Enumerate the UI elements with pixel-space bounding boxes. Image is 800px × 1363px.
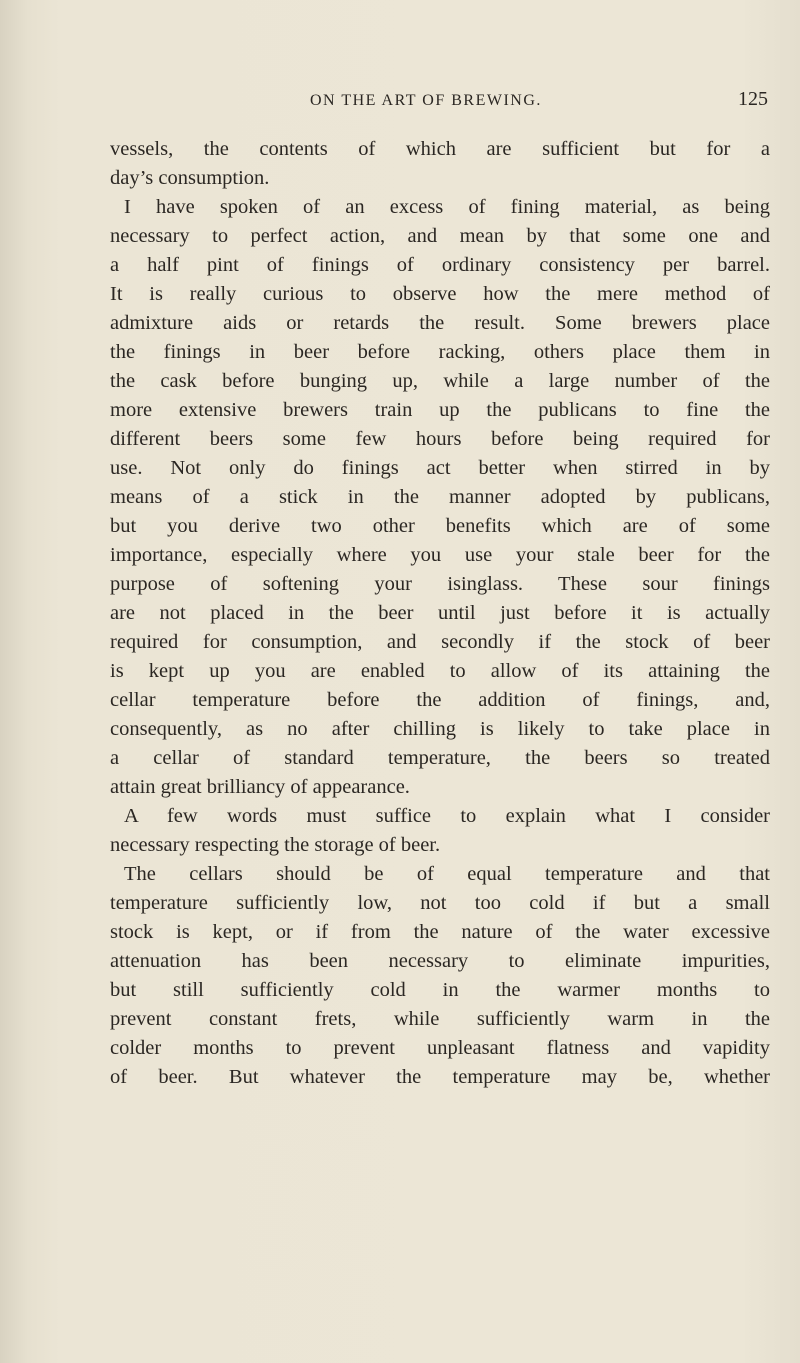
text-line: colder months to prevent unpleasant flatness and vapidity xyxy=(110,1037,770,1059)
text-line: temperature sufficiently low, not too cold if but a small xyxy=(110,892,770,914)
text-line: means of a stick in the manner adopted by publicans, xyxy=(110,486,770,508)
text-line: importance, especially where you use your stale beer for the xyxy=(110,544,770,566)
text-line: consequently, as no after chilling is likely to take place in xyxy=(110,718,770,740)
text-line: attenuation has been necessary to eliminate impurities, xyxy=(110,950,770,972)
text-line: A few words must suffice to explain what I consider xyxy=(124,805,770,827)
text-line: prevent constant frets, while sufficiently warm in the xyxy=(110,1008,770,1030)
text-line: The cellars should be of equal temperature and that xyxy=(124,863,770,885)
page-header xyxy=(110,86,770,116)
text-line: stock is kept, or if from the nature of the water excessive xyxy=(110,921,770,943)
text-line: different beers some few hours before being required for xyxy=(110,428,770,450)
text-line: admixture aids or retards the result. Some brewers place xyxy=(110,312,770,334)
text-line: the cask before bunging up, while a large number of the xyxy=(110,370,770,392)
text-line: vessels, the contents of which are sufficient but for a xyxy=(110,138,770,160)
text-line: but still sufficiently cold in the warmer months to xyxy=(110,979,770,1001)
text-line: of beer. But whatever the temperature may be, whether xyxy=(110,1066,770,1088)
text-line: cellar temperature before the addition of finings, and, xyxy=(110,689,770,711)
text-line: required for consumption, and secondly if the stock of beer xyxy=(110,631,770,653)
text-line: a half pint of finings of ordinary consistency per barrel. xyxy=(110,254,770,276)
text-line: more extensive brewers train up the publicans to fine the xyxy=(110,399,770,421)
text-line: necessary to perfect action, and mean by that some one and xyxy=(110,225,770,247)
text-line: I have spoken of an excess of fining material, as being xyxy=(124,196,770,218)
text-line: purpose of softening your isinglass. These sour finings xyxy=(110,573,770,595)
text-line: attain great brilliancy of appearance. xyxy=(110,776,410,798)
text-line: are not placed in the beer until just before it is actually xyxy=(110,602,770,624)
text-line: It is really curious to observe how the mere method of xyxy=(110,283,770,305)
text-line: a cellar of standard temperature, the beers so treated xyxy=(110,747,770,769)
text-line: day’s consumption. xyxy=(110,167,270,189)
page-number: 125 xyxy=(738,88,768,110)
body-text xyxy=(110,135,770,1092)
text-line: is kept up you are enabled to allow of its attaining the xyxy=(110,660,770,682)
running-head: ON THE ART OF BREWING. xyxy=(310,92,542,109)
text-line: but you derive two other benefits which are of some xyxy=(110,515,770,537)
text-line: necessary respecting the storage of beer. xyxy=(110,834,441,856)
text-line: the finings in beer before racking, others place them in xyxy=(110,341,770,363)
text-line: use. Not only do finings act better when stirred in by xyxy=(110,457,770,479)
